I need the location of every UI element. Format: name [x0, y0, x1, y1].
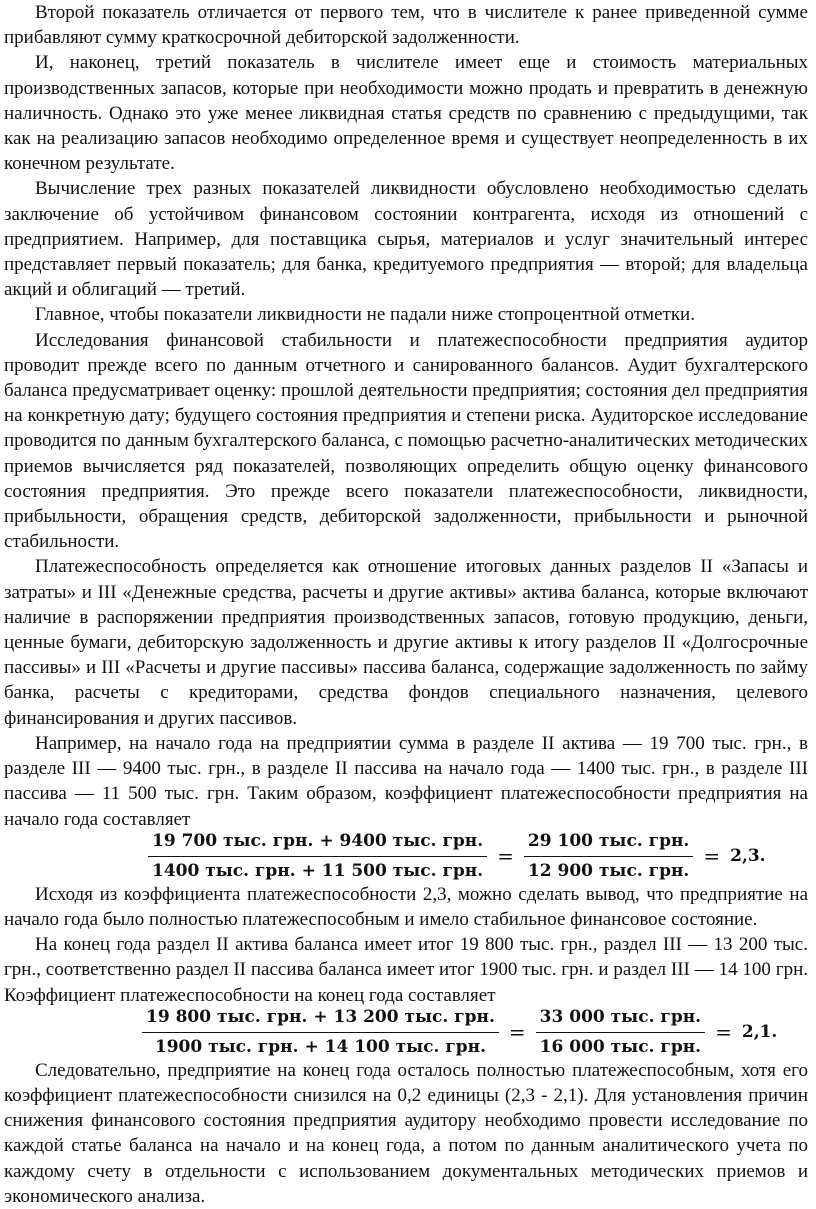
formula-result: 2,1.: [741, 1022, 778, 1043]
formula-end-of-year: [4, 1008, 808, 1058]
formula-start-of-year: [4, 832, 808, 882]
paragraph-third-indicator: И, наконец, третий показатель в числителе имеет еще и стоимость материальных производственных запасов, которые при необходимости можно продать и превратить в денежную наличность. Однако это уже менее ликвидная статья средств по сравнению с предыдущими, так как на реализацию запасов необходимо определенное время и существует неопределенность в их конечном результате.: [4, 52, 808, 175]
paragraph-audit-research: Исследования финансовой стабильности и платежеспособности предприятия аудитор проводит прежде всего по данным отчетного и санированного балансов. Аудит бухгалтерского баланса предусматривает оценку: прошлой деятельности предприятия; состояния дел предприятия на конкретную дату; будущего состояния предприятия и степени риска. Аудиторское исследование проводится по данным бухгалтерского баланса, с помощью расчетно-аналитических методических приемов вычисляется ряд показателей, позволяющих определить общую оценку финансового состояния предприятия. Это прежде всего показатели платежеспособности, ликвидности, прибыльности, обращения средств, дебиторской задолженности, прибыльности и рыночной стабильности.: [4, 329, 808, 553]
formula-fraction-sum: [142, 1005, 499, 1060]
paragraph-example-end-year: На конец года раздел II актива баланса имеет итог 19 800 тыс. грн., раздел III — 13 200 тыс. грн., соответственно раздел II пассива баланса имеет итог 1900 тыс. грн. и раздел III — 14 100 грн. Коэффициент платежеспособности на конец года составляет: [4, 934, 808, 1006]
formula-denominator: 12 900 тыс. грн.: [527, 861, 690, 882]
paragraph-conclusion-start-year: Исходя из коэффициента платежеспособности 2,3, можно сделать вывод, что предприятие на начало года было полностью платежеспособным и имело стабильное финансовое состояние.: [4, 883, 808, 930]
paragraph-solvency-definition: Платежеспособность определяется как отношение итоговых данных разделов II «Запасы и затраты» и III «Денежные средства, расчеты и другие активы» актива баланса, которые включают наличие в распоряжении предприятия производственных запасов, готовую продукцию, деньги, ценные бумаги, дебиторскую задолженность и другие активы к итогу разделов II «Долгосрочные пассивы» и III «Расчеты и другие пассивы» пассива баланса, содержащие задолженность по займу банка, расчеты с кредиторами, средства фондов специального назначения, целевого финансирования и других пассивов.: [4, 556, 808, 729]
formula-denominator: 1900 тыс. грн. + 14 100 тыс. грн.: [154, 1037, 487, 1058]
formula-fraction-sum: [148, 829, 487, 884]
paragraph-second-indicator: Второй показатель отличается от первого тем, что в числителе к ранее приведенной сумме прибавляют сумму краткосрочной дебиторской задолженности.: [4, 2, 808, 49]
paragraph-three-indicators: Вычисление трех разных показателей ликвидности обусловлено необходимостью сделать заключение об устойчивом финансовом состоянии контрагента, исходя из отношений с предприятием. Например, для поставщика сырья, материалов и услуг значительный интерес представляет первый показатель; для банка, кредитуемого предприятия — второй; для владельца акций и облигаций — третий.: [4, 178, 808, 301]
formula-denominator: 1400 тыс. грн. + 11 500 тыс. грн.: [152, 861, 484, 882]
paragraph-main-point: Главное, чтобы показатели ликвидности не падали ниже стопроцентной отметки.: [35, 304, 695, 326]
formula-equals: =: [715, 1020, 732, 1045]
formula-numerator: 29 100 тыс. грн.: [524, 829, 693, 857]
formula-numerator: 19 800 тыс. грн. + 13 200 тыс. грн.: [142, 1005, 499, 1033]
formula-denominator: 16 000 тыс. грн.: [539, 1037, 702, 1058]
formula-equals: =: [508, 1020, 526, 1045]
formula-result: 2,3.: [730, 846, 766, 867]
formula-equals: =: [703, 844, 721, 869]
paragraph-final-conclusion: Следовательно, предприятие на конец года осталось полностью платежеспособным, хотя его коэффициент платежеспособности снизился на 0,2 единицы (2,3 - 2,1). Для установления причин снижения финансового состояния предприятия аудитору необходимо провести исследование по каждой статье баланса на начало и на конец года, а потом по данным аналитического учета по каждому счету в отдельности с использованием документальных методических приемов и экономического анализа.: [4, 1059, 808, 1207]
formula-numerator: 33 000 тыс. грн.: [536, 1005, 705, 1033]
formula-equals: =: [497, 844, 514, 869]
formula-fraction-total: [536, 1005, 705, 1060]
formula-numerator: 19 700 тыс. грн. + 9400 тыс. грн.: [148, 829, 487, 857]
formula-fraction-total: [524, 829, 693, 884]
paragraph-example-start-year: Например, на начало года на предприятии сумма в разделе II актива — 19 700 тыс. грн., в разделе III — 9400 тыс. грн., в разделе II пассива на начало года — 1400 тыс. грн., в разделе III пассива — 11 500 тыс. грн. Таким образом, коэффициент платежеспособности предприятия на начало года составляет: [4, 732, 808, 830]
